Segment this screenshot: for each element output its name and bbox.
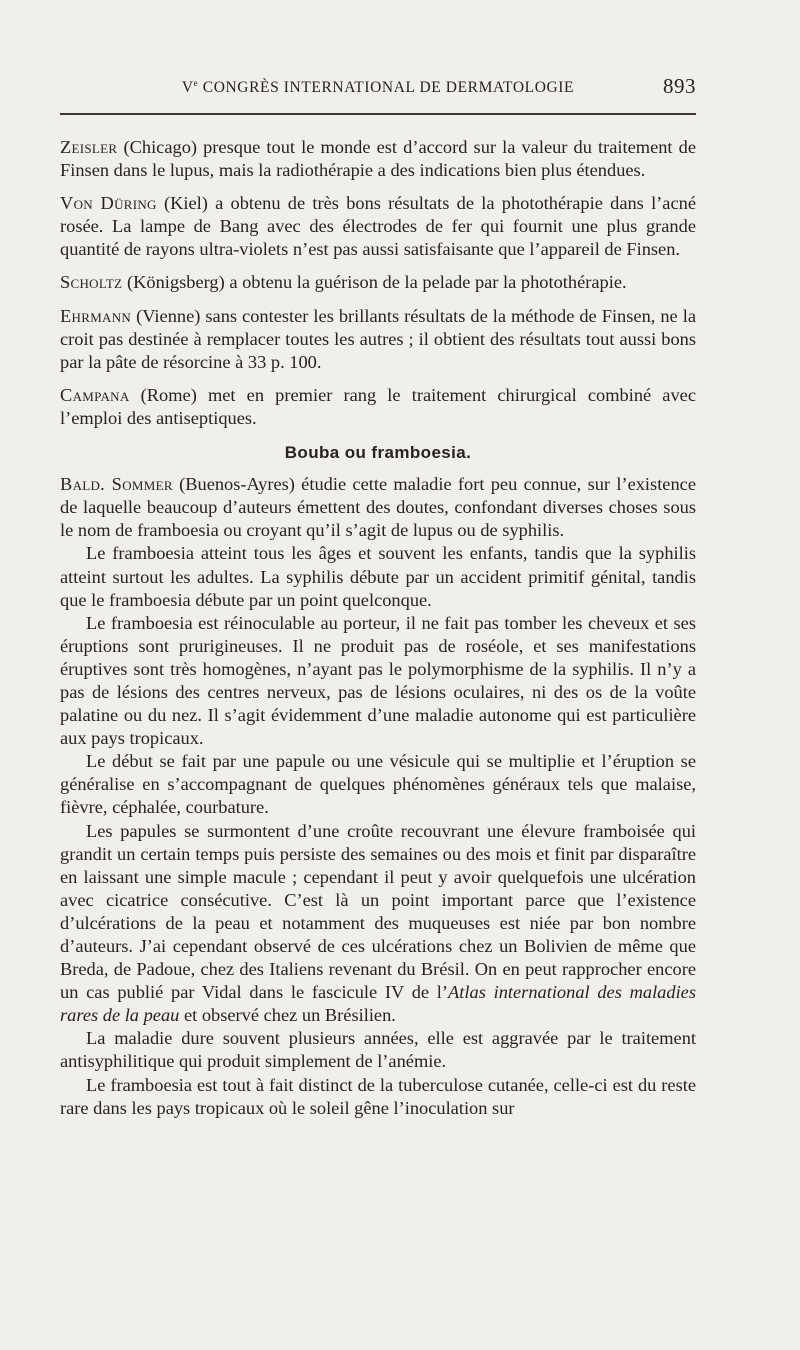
running-title <box>60 78 696 97</box>
paragraph-ages: Le framboesia atteint tous les âges et souvent les enfants, tandis que la syphilis atteint surtout les adultes. La syphilis débute par un accident primitif génital, tandis que le framboesia débute par un point quelconque. <box>60 543 696 610</box>
paragraph-during <box>60 192 696 261</box>
running-header <box>60 74 696 104</box>
congress-title: CONGRÈS INTERNATIONAL DE DERMATOLOGIE <box>202 79 575 97</box>
paragraph-text: Les papules se surmontent d’une croûte recouvrant une élevure framboisée qui grandit un certain temps puis persiste des semaines ou des mois et finit par disparaître en laissant une simple macule ; cependant il peut y avoir quelquefois une ulcération avec cicatrice consécutive. C’est là un point important parce que l’existence d’ulcérations de la peau et notamment des muqueuses est niée par bon nombre d’auteurs. J’ai cependant observé de ces ulcérations chez un Bolivien de même que Breda, de Padoue, chez des Italiens revenant du Brésil. On en peut rapprocher encore un cas publié par Vidal dans le fascicule IV de l’ <box>60 820 696 1003</box>
author-name: Ehrmann <box>60 305 132 326</box>
paragraph-reinoculable: Le framboesia est réinoculable au porteur, il ne fait pas tomber les cheveux et ses éruptions sont prurigineuses. Il ne produit pas de roséole, et ses manifestations éruptives sont très homogènes, n’ayant pas le polymorphisme de la syphilis. Il n’y a pas de lésions des centres nerveux, pas de lésions oculaires, ni des os de la voûte palatine ou du nez. Il s’agit évidemment d’une maladie autonome qui est particulière aux pays tropicaux. <box>60 612 696 749</box>
author-name: Campana <box>60 384 130 405</box>
author-name: Zeisler <box>60 137 118 157</box>
paragraph-debut: Le début se fait par une papule ou une vésicule qui se multiplie et l’éruption se généralise en s’accompagnant de quelques phénomènes généraux tels que malaise, fièvre, céphalée, courbature. <box>60 751 696 818</box>
author-name: Scholtz <box>60 272 123 293</box>
paragraph-zeisler <box>60 136 696 182</box>
page-body <box>60 136 696 1120</box>
paragraph-scholtz <box>60 271 696 294</box>
author-name: Von Düring <box>60 193 157 214</box>
paragraph-ehrmann <box>60 305 696 374</box>
ordinal-suffix: e <box>193 78 199 88</box>
section-heading: Bouba ou framboesia. <box>284 443 472 463</box>
paragraph-text: (Königsberg) a obtenu la guérison de la pelade par la photothérapie. <box>122 272 627 293</box>
paragraph-tuberculose: Le framboesia est tout à fait distinct de la tuberculose cutanée, celle-ci est du reste rare dans les pays tropicaux où le soleil gêne l’inoculation sur <box>60 1074 696 1118</box>
paragraph-campana <box>60 384 696 430</box>
paragraph-text: (Kiel) a obtenu de très bons résultats de la photothérapie dans l’acné rosée. La lampe de Bang avec des électrodes de fer qui fournit une plus grande quantité de rayons ultra-violets n’est pas aussi satisfaisante que l’appareil de Finsen. <box>60 193 696 260</box>
paragraph-text: (Rome) met en premier rang le traitement chirurgical combiné avec l’emploi des antiseptiques. <box>60 384 696 428</box>
paragraph-text: et observé chez un Brésilien. <box>179 1005 396 1026</box>
paragraph-text: (Buenos-Ayres) étudie cette maladie fort peu connue, sur l’existence de laquelle beaucoup d’auteurs émettent des doutes, confondant diverses choses sous le nom de framboesia ou croyant qu’il s’agit de lupus ou de syphilis. <box>60 474 696 541</box>
header-rule <box>60 113 696 115</box>
paragraph-sommer <box>60 473 696 542</box>
atlas-title: Atlas international des maladies rares de la peau <box>60 982 697 1026</box>
paragraph-papules <box>60 820 696 1028</box>
paragraph-text: (Vienne) sans contester les brillants résultats de la méthode de Finsen, ne la croit pas destinée à remplacer toutes les autres ; il obtient des résultats tout aussi bons par la pâte de résorcine à 33 p. 100. <box>60 305 696 372</box>
congress-number: V <box>181 79 194 97</box>
author-name: Bald. Sommer <box>60 474 173 495</box>
page-number: 893 <box>663 74 696 98</box>
paragraph-duree: La maladie dure souvent plusieurs années, elle est aggravée par le traitement antisyphilitique qui produit simplement de l’anémie. <box>60 1028 696 1072</box>
paragraph-text: (Chicago) presque tout le monde est d’accord sur la valeur du traitement de Finsen dans le lupus, mais la radiothérapie a des indications bien plus étendues. <box>60 137 696 181</box>
